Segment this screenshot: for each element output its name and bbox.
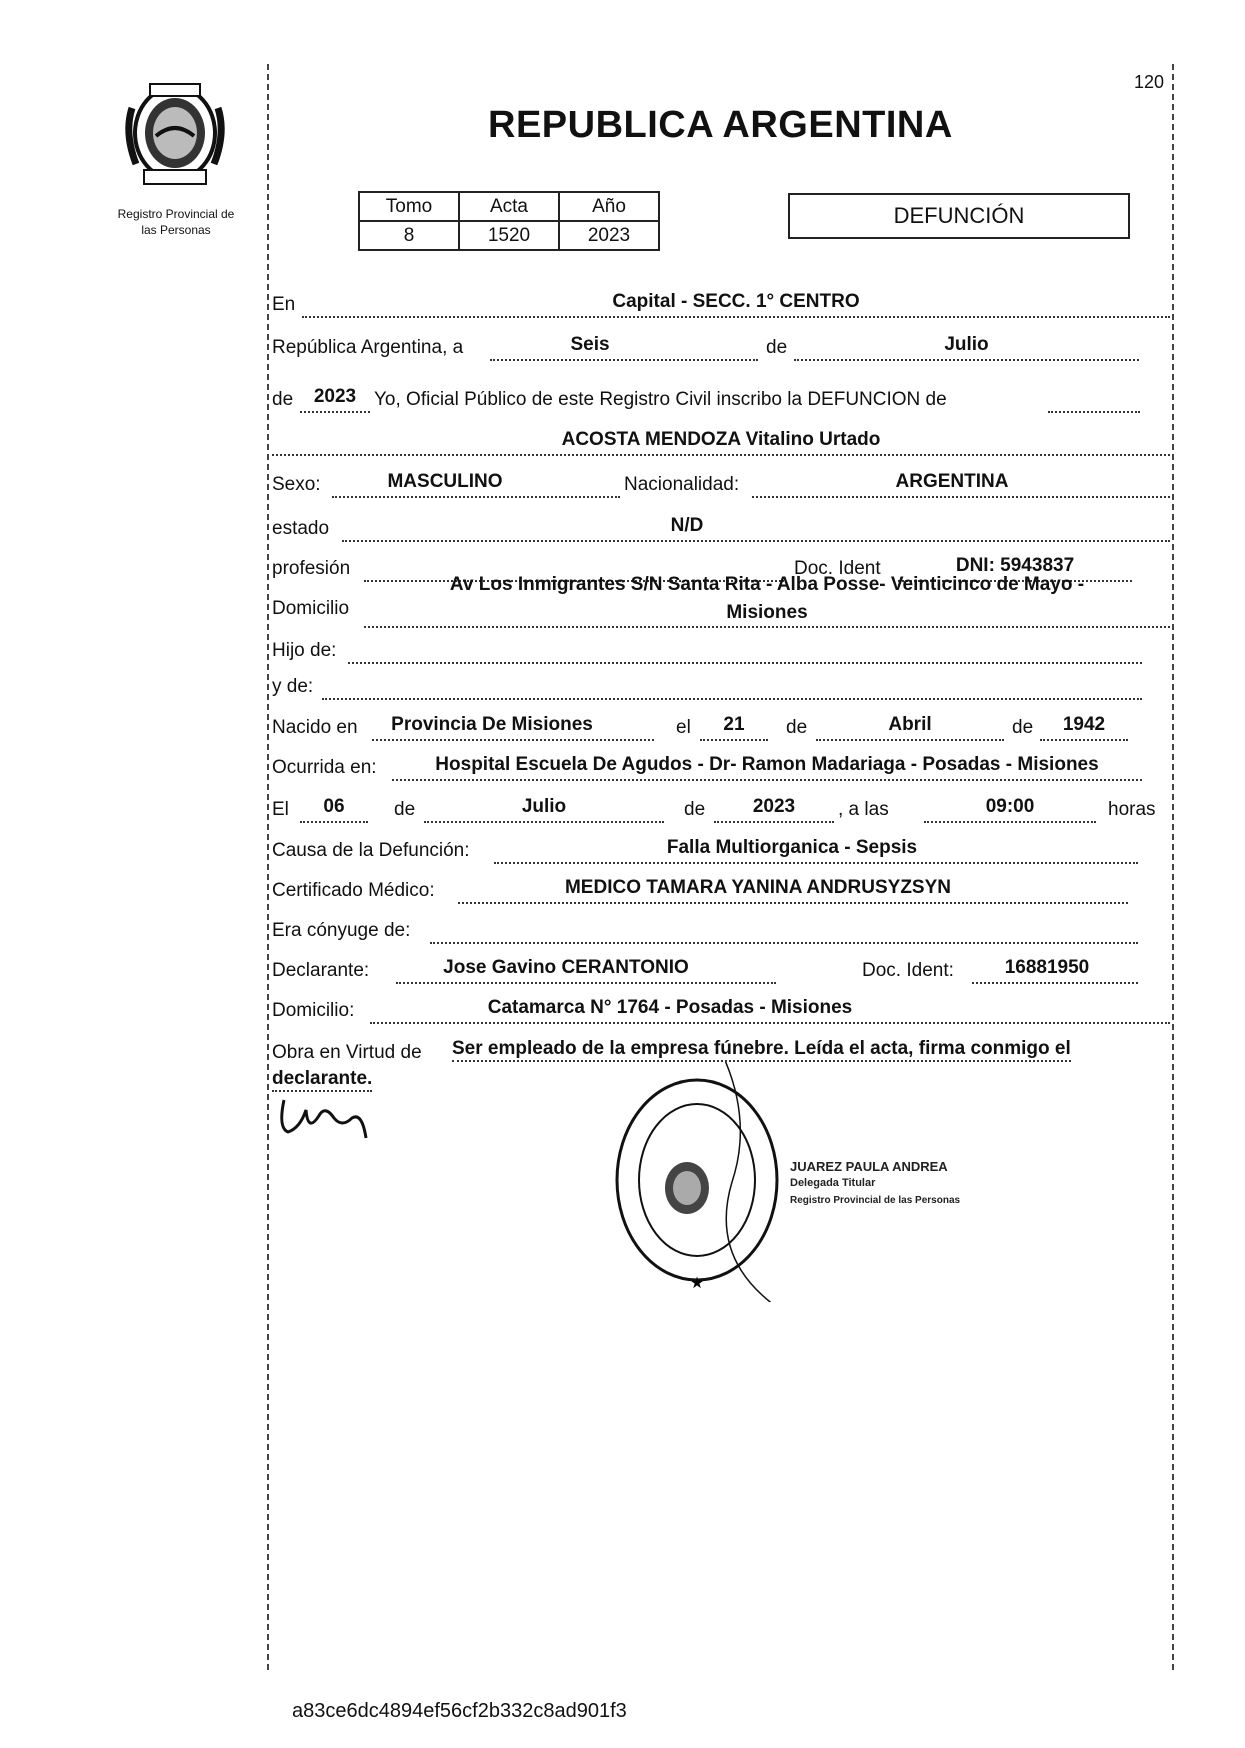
cert-label: Certificado Médico: [272,880,435,901]
el2-label: El [272,799,289,820]
estado-value: N/D [670,515,704,536]
yde-line [322,670,1142,700]
row-inscribe [272,383,1152,413]
fall-dia-value: 06 [323,796,345,817]
domicilio-label: Domicilio [272,598,350,619]
inscribe-line [1048,383,1140,413]
declarante-value: Jose Gavino CERANTONIO [443,957,689,978]
officer-stamp-text [790,1158,1010,1209]
nacido-lugar-value: Provincia De Misiones [391,714,593,735]
day-value: Seis [570,334,610,355]
nacido-el-label: el [676,717,691,738]
officer-role: Delegada Titular [790,1177,876,1189]
registry-label [96,206,256,238]
horas-label: horas [1108,799,1156,820]
provincial-seal-icon [120,78,230,188]
nacido-de2-label: de [1012,717,1034,738]
row-nacido [272,711,1152,741]
en-value: Capital - SECC. 1° CENTRO [612,291,860,312]
conyuge-line [430,914,1138,944]
fall-anio-value: 2023 [752,796,796,817]
row-conyuge [272,914,1152,944]
nacido-mes-value: Abril [888,714,932,735]
cert-value: MEDICO TAMARA YANINA ANDRUSYZSYN [564,877,951,898]
official-stamp [612,1062,790,1302]
acta-header-anio: Año [559,192,659,221]
row-domicilio [272,568,1172,628]
nacido-label: Nacido en [272,717,358,738]
nacionalidad-label: Nacionalidad: [624,474,740,495]
decl-doc-value: 16881950 [1004,957,1090,978]
de2-label: de [272,389,294,410]
acta-value-tomo: 8 [359,221,459,250]
left-margin-line [267,64,269,1670]
right-margin-line [1172,64,1174,1670]
month-value: Julio [944,334,989,355]
conyuge-label: Era cónyuge de: [272,920,411,941]
fall-hora-value: 09:00 [985,796,1035,817]
hijo-label: Hijo de: [272,640,337,661]
domicilio-value-line1: Av Los Inmigrantes S/N Santa Rita - Alba Posse- Veinticinco de Mayo - [449,574,1085,595]
nacido-dia-value: 21 [723,714,745,735]
hijo-line [348,634,1142,664]
page-number: 120 [1134,72,1165,92]
officer-name: JUAREZ PAULA ANDREA [790,1159,948,1174]
acta-table [358,191,660,251]
page-title: REPUBLICA ARGENTINA [488,104,953,146]
causa-value: Falla Multiorganica - Sepsis [666,837,918,858]
row-en [272,288,1172,318]
estado-label: estado [272,518,330,539]
document-type-box: DEFUNCIÓN [788,193,1130,239]
sexo-label: Sexo: [272,474,321,495]
row-fecha-defuncion [272,793,1182,823]
domicilio-value-line2: Misiones [726,602,808,623]
en-label: En [272,294,296,315]
fall-mes-value: Julio [521,796,567,817]
row-nombre [272,426,1172,456]
registry-label-line2: las Personas [141,223,211,237]
nacido-anio-value: 1942 [1062,714,1106,735]
decl-dom-label: Domicilio: [272,1000,355,1021]
doc-label: Doc. Ident [794,558,881,579]
deceased-name: ACOSTA MENDOZA Vitalino Urtado [561,429,881,450]
row-yde [272,670,1152,700]
obra-value-line2: declarante. [272,1068,372,1092]
row-ocurrida [272,751,1152,781]
svg-text:★: ★ [689,1273,705,1292]
acta-table-header-row [359,192,659,221]
de-label: de [766,337,788,358]
declarant-signature [278,1088,388,1148]
document-hash: a83ce6dc4894ef56cf2b332c8ad901f3 [292,1700,627,1722]
inscribe-text: Yo, Oficial Público de este Registro Civil inscribo la DEFUNCION de [374,389,947,410]
decl-dom-value: Catamarca N° 1764 - Posadas - Misiones [487,997,853,1018]
republica-label: República Argentina, a [272,337,464,358]
row-decl-domicilio [272,994,1172,1024]
row-hijo [272,634,1152,664]
causa-label: Causa de la Defunción: [272,840,470,861]
acta-header-tomo: Tomo [359,192,459,221]
acta-value-anio: 2023 [559,221,659,250]
fall-de1-label: de [394,799,416,820]
row-causa [272,834,1152,864]
registry-label-line1: Registro Provincial de [117,207,235,221]
row-certificado [272,874,1152,904]
profesion-label: profesión [272,558,351,579]
row-sexo [272,468,1172,498]
fall-de2-label: de [684,799,706,820]
doc-value: DNI: 5943837 [955,555,1075,576]
officer-office: Registro Provincial de las Personas [790,1195,961,1206]
row-declarante [272,954,1152,984]
nacido-de1-label: de [786,717,808,738]
row-estado [272,512,1172,542]
ocurrida-value: Hospital Escuela De Agudos - Dr- Ramon Madariaga - Posadas - Misiones [435,754,1099,775]
acta-header-acta: Acta [459,192,559,221]
sexo-value: MASCULINO [387,471,503,492]
yde-label: y de: [272,676,314,697]
obra-label: Obra en Virtud de [272,1042,422,1063]
nacionalidad-value: ARGENTINA [895,471,1009,492]
acta-value-acta: 1520 [459,221,559,250]
alas-label: , a las [838,799,889,820]
row-fecha [272,331,1152,361]
decl-doc-label: Doc. Ident: [862,960,954,981]
declarante-label: Declarante: [272,960,370,981]
obra-value-line1: Ser empleado de la empresa fúnebre. Leída el acta, firma conmigo el [452,1038,1071,1062]
ocurrida-label: Ocurrida en: [272,757,377,778]
year-value: 2023 [313,386,357,407]
acta-table-value-row [359,221,659,250]
